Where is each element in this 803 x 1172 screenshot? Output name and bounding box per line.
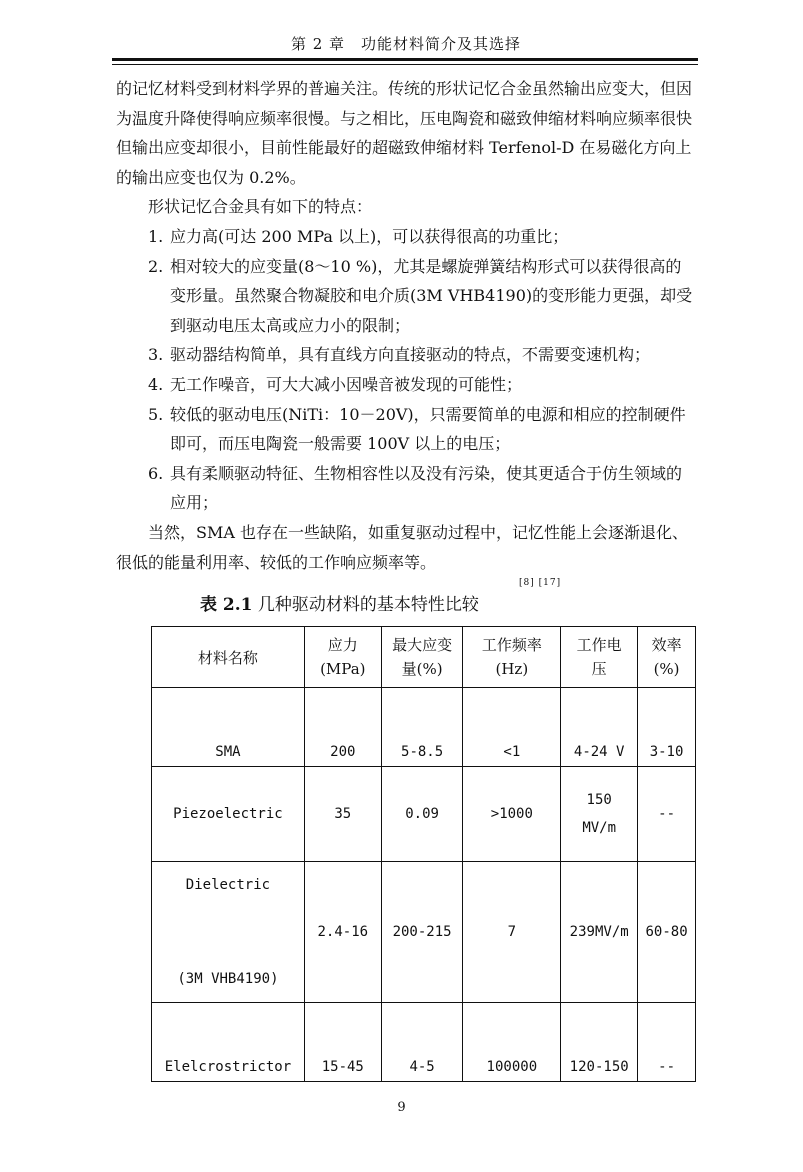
cell-strain: 4-5	[381, 1003, 463, 1082]
list-text: 驱动器结构简单，具有直线方向直接驱动的特点，不需要变速机构；	[170, 345, 651, 365]
list-number: 6.	[148, 463, 164, 483]
cell-voltage: 150 MV/m	[561, 767, 638, 862]
list-text: 具有柔顺驱动特征、生物相容性以及没有污染，使其更适合于仿生领域的应用；	[170, 463, 683, 513]
cell-efficiency: --	[638, 767, 696, 862]
list-item	[116, 370, 696, 400]
page-number: 9	[397, 1100, 406, 1115]
list-text: 相对较大的应变量(8～10 %)，尤其是螺旋弹簧结构形式可以获得很高的变形量。虽然聚合物凝胶和电介质(3M VHB4190)的变形能力更强，却受到驱动电压太高或应力小的限制；	[170, 256, 693, 335]
cell-efficiency: --	[638, 1003, 696, 1082]
cell-voltage: 239MV/m	[561, 862, 638, 1003]
list-number: 5.	[148, 404, 164, 424]
cell-frequency: 7	[463, 862, 561, 1003]
list-number: 2.	[148, 256, 164, 276]
cell-stress: 15-45	[304, 1003, 381, 1082]
cell-stress: 35	[304, 767, 381, 862]
cell-stress: 200	[304, 688, 381, 767]
list-text: 无工作噪音，可大大减小因噪音被发现的可能性；	[170, 374, 523, 394]
list-text: 应力高(可达 200 MPa 以上)，可以获得很高的功重比；	[170, 226, 569, 246]
list-text: 较低的驱动电压(NiTi：10－20V)，只需要简单的电源和相应的控制硬件即可，而压电陶瓷一般需要 100V 以上的电压；	[170, 404, 686, 454]
table-row	[152, 1003, 696, 1082]
list-number: 4.	[148, 374, 164, 394]
feature-list	[116, 222, 696, 518]
paragraph-continued: 的记忆材料受到材料学界的普遍关注。传统的形状记忆合金虽然输出应变大，但因为温度升降使得响应频率很慢。与之相比，压电陶瓷和磁致伸缩材料响应频率很快但输出应变却很小，目前性能最好的超磁致伸缩材料 Terfenol-D 在易磁化方向上的输出应变也仅为 0.2%。	[116, 79, 693, 187]
cell-efficiency: 3-10	[638, 688, 696, 767]
material-properties-table	[151, 626, 696, 1082]
list-number: 1.	[148, 226, 164, 246]
header-voltage: 工作电 压	[561, 627, 638, 688]
paragraph-features-intro: 形状记忆合金具有如下的特点：	[148, 197, 373, 217]
cell-name: Piezoelectric	[152, 767, 305, 862]
table-row	[152, 862, 696, 1003]
list-item	[116, 400, 696, 459]
cell-stress: 2.4-16	[304, 862, 381, 1003]
cell-frequency: >1000	[463, 767, 561, 862]
cell-frequency: 100000	[463, 1003, 561, 1082]
header-stress: 应力 (MPa)	[304, 627, 381, 688]
cell-strain: 0.09	[381, 767, 463, 862]
paragraph-drawbacks: 当然，SMA 也存在一些缺陷，如重复驱动过程中，记忆性能上会逐渐退化、很低的能量利用率、较低的工作响应频率等。	[116, 522, 688, 572]
list-item	[116, 252, 696, 341]
header-rule-thick	[112, 58, 698, 61]
table-caption-number: 表 2.1	[200, 595, 253, 615]
cell-voltage: 4-24 V	[561, 688, 638, 767]
list-item	[116, 222, 696, 252]
table-caption	[200, 590, 600, 615]
table-row	[152, 767, 696, 862]
cell-strain: 200-215	[381, 862, 463, 1003]
list-item	[116, 459, 696, 518]
header-material-name: 材料名称	[152, 627, 305, 688]
cell-frequency: <1	[463, 688, 561, 767]
header-max-strain: 最大应变 量(%)	[381, 627, 463, 688]
table-header-row	[152, 627, 696, 688]
header-rule-thin	[112, 64, 698, 65]
table-caption-refs: [8] [17]	[519, 578, 562, 588]
running-header: 第 2 章 功能材料简介及其选择	[290, 35, 522, 53]
cell-strain: 5-8.5	[381, 688, 463, 767]
cell-voltage: 120-150	[561, 1003, 638, 1082]
table-caption-text: 几种驱动材料的基本特性比较	[257, 595, 479, 615]
header-frequency: 工作频率 (Hz)	[463, 627, 561, 688]
cell-name: SMA	[152, 688, 305, 767]
cell-efficiency: 60-80	[638, 862, 696, 1003]
cell-name: Elelcrostrictor	[152, 1003, 305, 1082]
cell-name: Dielectric (3M VHB4190)	[152, 862, 305, 1003]
list-item	[116, 340, 696, 370]
table-row	[152, 688, 696, 767]
header-efficiency: 效率 (%)	[638, 627, 696, 688]
body-text	[116, 74, 696, 577]
list-number: 3.	[148, 345, 164, 365]
